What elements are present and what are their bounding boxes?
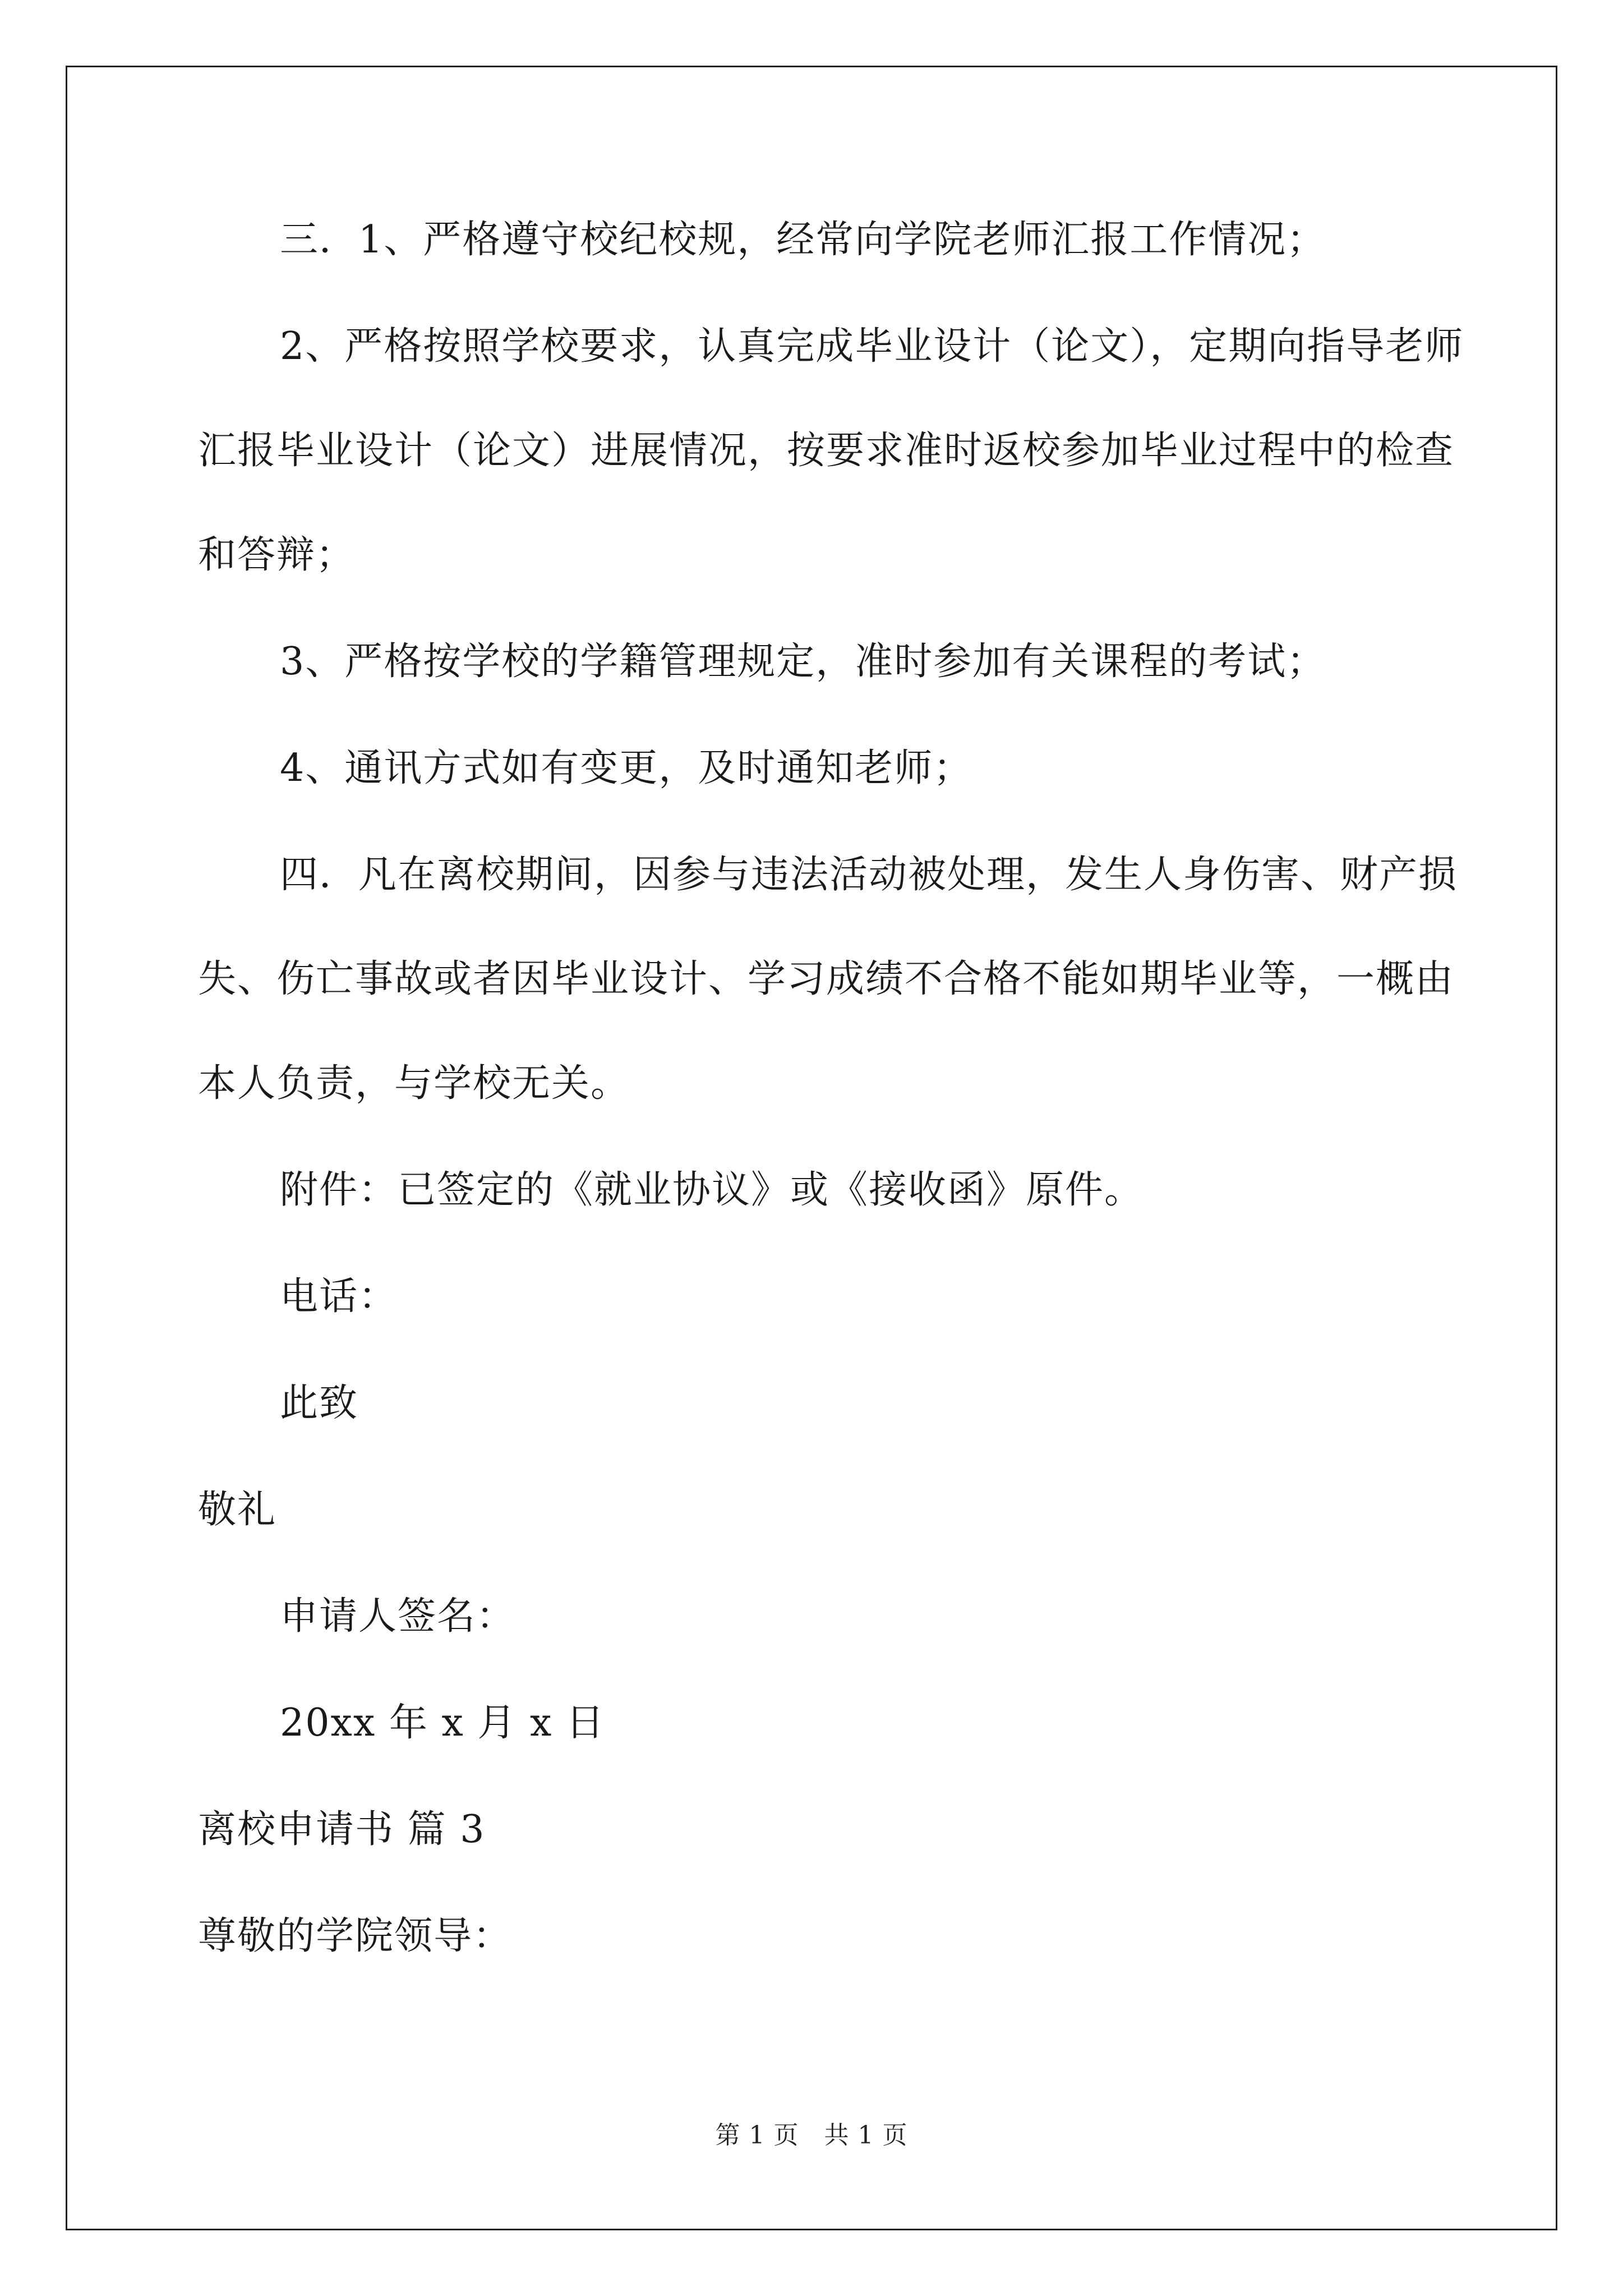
- paragraph-rule-1: 三．1、严格遵守校纪校规，经常向学院老师汇报工作情况；: [280, 218, 1326, 262]
- paragraph-salutation: 敬礼: [198, 1488, 277, 1532]
- paragraph-section-4: 四．凡在离校期间，因参与违法活动被处理，发生人身伤害、财产损失、伤亡事故或者因毕业设计、学习成绩不合格不能如期毕业等，一概由本人负责，与学校无关。: [198, 853, 1458, 1106]
- paragraph-signature: 申请人签名：: [280, 1594, 516, 1639]
- paragraph-closing: 此致: [280, 1381, 359, 1425]
- paragraph-rule-2: 2、严格按照学校要求，认真完成毕业设计（论文），定期向指导老师汇报毕业设计（论文）进展情况，按要求准时返校参加毕业过程中的检查和答辩；: [198, 324, 1464, 577]
- paragraph-date: 20xx 年 x 月 x 日: [280, 1701, 606, 1745]
- page-footer: 第 1 页 共 1 页: [715, 2121, 908, 2150]
- document-body: [198, 213, 1465, 2016]
- paragraph-addressee: 尊敬的学院领导：: [198, 1914, 513, 1958]
- paragraph-rule-4: 4、通讯方式如有变更，及时通知老师；: [280, 746, 973, 790]
- paragraph-phone: 电话：: [280, 1274, 398, 1319]
- paragraph-attachment: 附件：已签定的《就业协议》或《接收函》原件。: [280, 1168, 1144, 1212]
- section-heading: 离校申请书 篇 3: [198, 1807, 486, 1852]
- paragraph-rule-3: 3、严格按学校的学籍管理规定，准时参加有关课程的考试；: [280, 639, 1326, 684]
